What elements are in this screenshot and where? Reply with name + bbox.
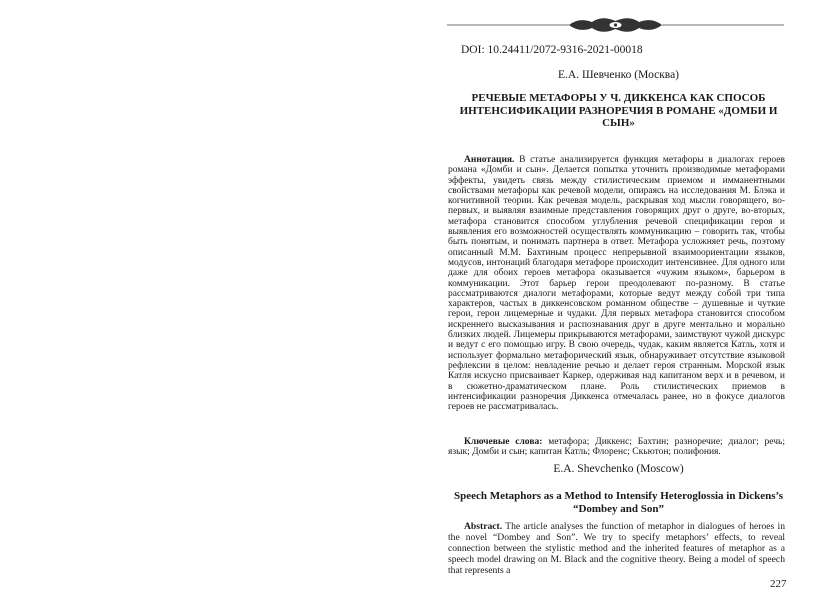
abstract-label-ru: Аннотация.	[464, 155, 515, 165]
doi-line: DOI: 10.24411/2072-9316-2021-00018	[461, 44, 643, 56]
abstract-label-en: Abstract.	[464, 521, 503, 532]
keywords-label-ru: Ключевые слова:	[464, 437, 543, 447]
abstract-ru	[448, 155, 785, 412]
author-ru: Е.А. Шевченко (Москва)	[557, 69, 680, 81]
abstract-en	[448, 521, 785, 576]
header-ornament-divider	[447, 15, 784, 35]
abstract-text-ru: В статье анализируется функция метафоры в диалогах героев романа «Домби и сын». Делается попытка уточнить производимые метафорами эффекты, увидеть связь между стилистическим приемом и имманентными свойствами метафоры как речевой модели, опираясь на исследования М. Блэка и когнитивной теории. Как речевая модель, раскрывая ход мысли говорящего, во-первых, и выявляя взаимные представления говорящих друг о друге, во-вторых, метафора становится способом углубления речевой спецификации героя и выявления его возможностей осуществлять коммуникацию – говорить так, чтобы быть понятым, и понимать партнера в ответ. Метафора усложняет речь, поэтому описанный М.М. Бахтиным процесс непрерывной взаимоориентации языков, модусов, интонаций благодаря метафоре происходит интенсивнее. Для одного или даже для обоих героев метафора оказывается «чужим языком», барьером в коммуникации. Этот барьер герои преодолевают по-разному. В статье рассматриваются диалоги метафорами, которые ведут между собой три типа характеров, частых в диккенсовском романном обществе – душевные и чуткие герои, герои лицемерные и чудаки. Для первых метафора становится способом искреннего высказывания и распознавания друг в друге ментально и морально близких людей. Лицемеры прикрываются метафорами, заимствуют чужой дискурс и ведут с его помощью игру. В свою очередь, чудак, каким является Катль, хотя и использует формально метафорический язык, обнаруживает отсутствие языковой рефлексии в целом: невладение речью и делает героя странным. Морской язык Катля искусно присваивает Каркер, одерживая над капитаном верх и в речевом, и в сюжетно-драматическом плане. Роль стилистических приемов в интенсификации разноречия Диккенса отмечалась ранее, но в фокусе диалогов героев не рассматривалась.	[448, 155, 786, 413]
page-number: 227	[770, 578, 787, 590]
article-title-en: Speech Metaphors as a Method to Intensify Heteroglossia in Dickens’s “Dombey and Son”	[453, 490, 784, 515]
keywords-text-ru: метафора; Диккенс; Бахтин; разноречие; диалог; речь; язык; Домби и сын; капитан Катль; Флоренс; Скьютон; полифония.	[448, 437, 786, 458]
article-title-ru: РЕЧЕВЫЕ МЕТАФОРЫ У Ч. ДИККЕНСА КАК СПОСОБ ИНТЕНСИФИКАЦИИ РАЗНОРЕЧИЯ В РОМАНЕ «ДОМБИ И СЫН»	[459, 92, 778, 129]
author-en: E.A. Shevchenko (Moscow)	[553, 463, 684, 475]
keywords-ru	[448, 437, 785, 458]
abstract-text-en: The article analyses the function of metaphor in dialogues of heroes in the novel “Dombey and Son”. We try to specify metaphors’ effects, to reveal connection between the stylistic method and the inherited features of metaphor as a speech model drawing on M. Black and the cognitive theory. Being a model of speech that represents a	[448, 521, 785, 576]
